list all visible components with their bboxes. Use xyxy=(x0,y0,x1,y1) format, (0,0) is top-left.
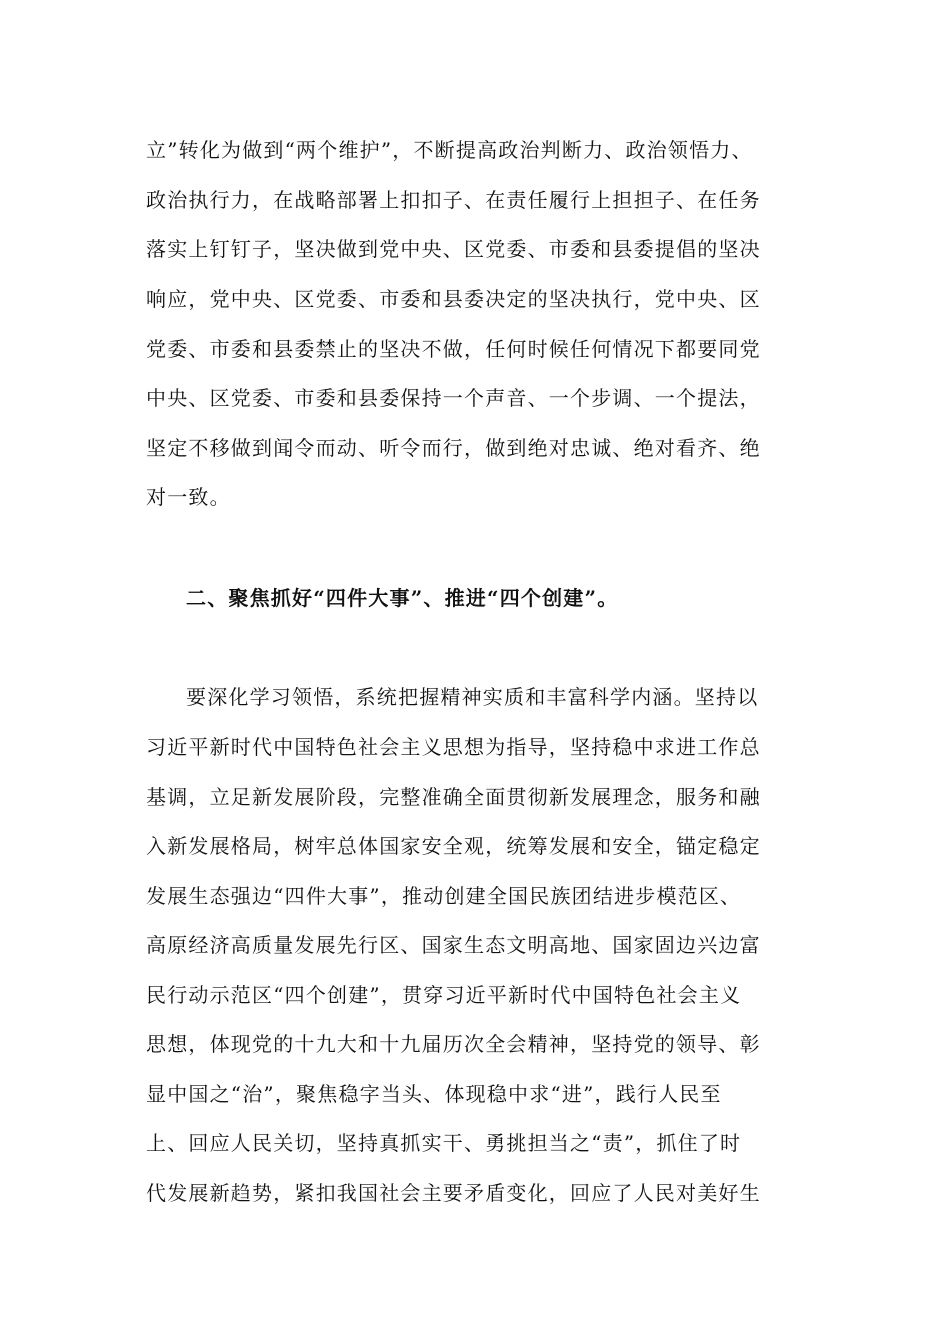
para2-line: 发展生态强边“四件大事”，推动创建全国民族团结进步模范区、 xyxy=(146,884,742,908)
para1-line: 对一致。 xyxy=(146,485,231,509)
para1-line: 党委、市委和县委禁止的坚决不做，任何时候任何情况下都要同党 xyxy=(146,337,761,361)
para1-line: 中央、区党委、市委和县委保持一个声音、一个步调、一个提法， xyxy=(146,386,761,410)
para2-line: 入新发展格局，树牢总体国家安全观，统筹发展和安全，锚定稳定 xyxy=(146,834,761,858)
section-heading: 二、聚焦抓好“四件大事”、推进“四个创建”。 xyxy=(186,586,619,610)
para2-line: 高原经济高质量发展先行区、国家生态文明高地、国家固边兴边富 xyxy=(146,933,761,957)
para1-line: 立”转化为做到“两个维护”，不断提高政治判断力、政治领悟力、 xyxy=(146,138,753,162)
para2-line: 代发展新趋势，紧扣我国社会主要矛盾变化，回应了人民对美好生 xyxy=(146,1181,761,1205)
para2-line: 习近平新时代中国特色社会主义思想为指导，坚持稳中求进工作总 xyxy=(146,735,761,759)
para2-line: 显中国之“治”，聚焦稳字当头、体现稳中求“进”，践行人民至 xyxy=(146,1082,722,1106)
para1-line: 政治执行力，在战略部署上扣扣子、在责任履行上担担子、在任务 xyxy=(146,188,761,212)
para2-line: 基调，立足新发展阶段，完整准确全面贯彻新发展理念，服务和融 xyxy=(146,785,761,809)
para1-line: 落实上钉钉子，坚决做到党中央、区党委、市委和县委提倡的坚决 xyxy=(146,237,761,261)
para2-line: 思想，体现党的十九大和十九届历次全会精神，坚持党的领导、彰 xyxy=(146,1032,761,1056)
para2-line: 民行动示范区“四个创建”，贯穿习近平新时代中国特色社会主义 xyxy=(146,983,742,1007)
para1-line: 坚定不移做到闻令而动、听令而行，做到绝对忠诚、绝对看齐、绝 xyxy=(146,436,761,460)
para2-line-first: 要深化学习领悟，系统把握精神实质和丰富科学内涵。坚持以 xyxy=(186,685,759,709)
para1-line: 响应，党中央、区党委、市委和县委决定的坚决执行，党中央、区 xyxy=(146,287,761,311)
para2-line: 上、回应人民关切，坚持真抓实干、勇挑担当之“责”，抓住了时 xyxy=(146,1131,742,1155)
